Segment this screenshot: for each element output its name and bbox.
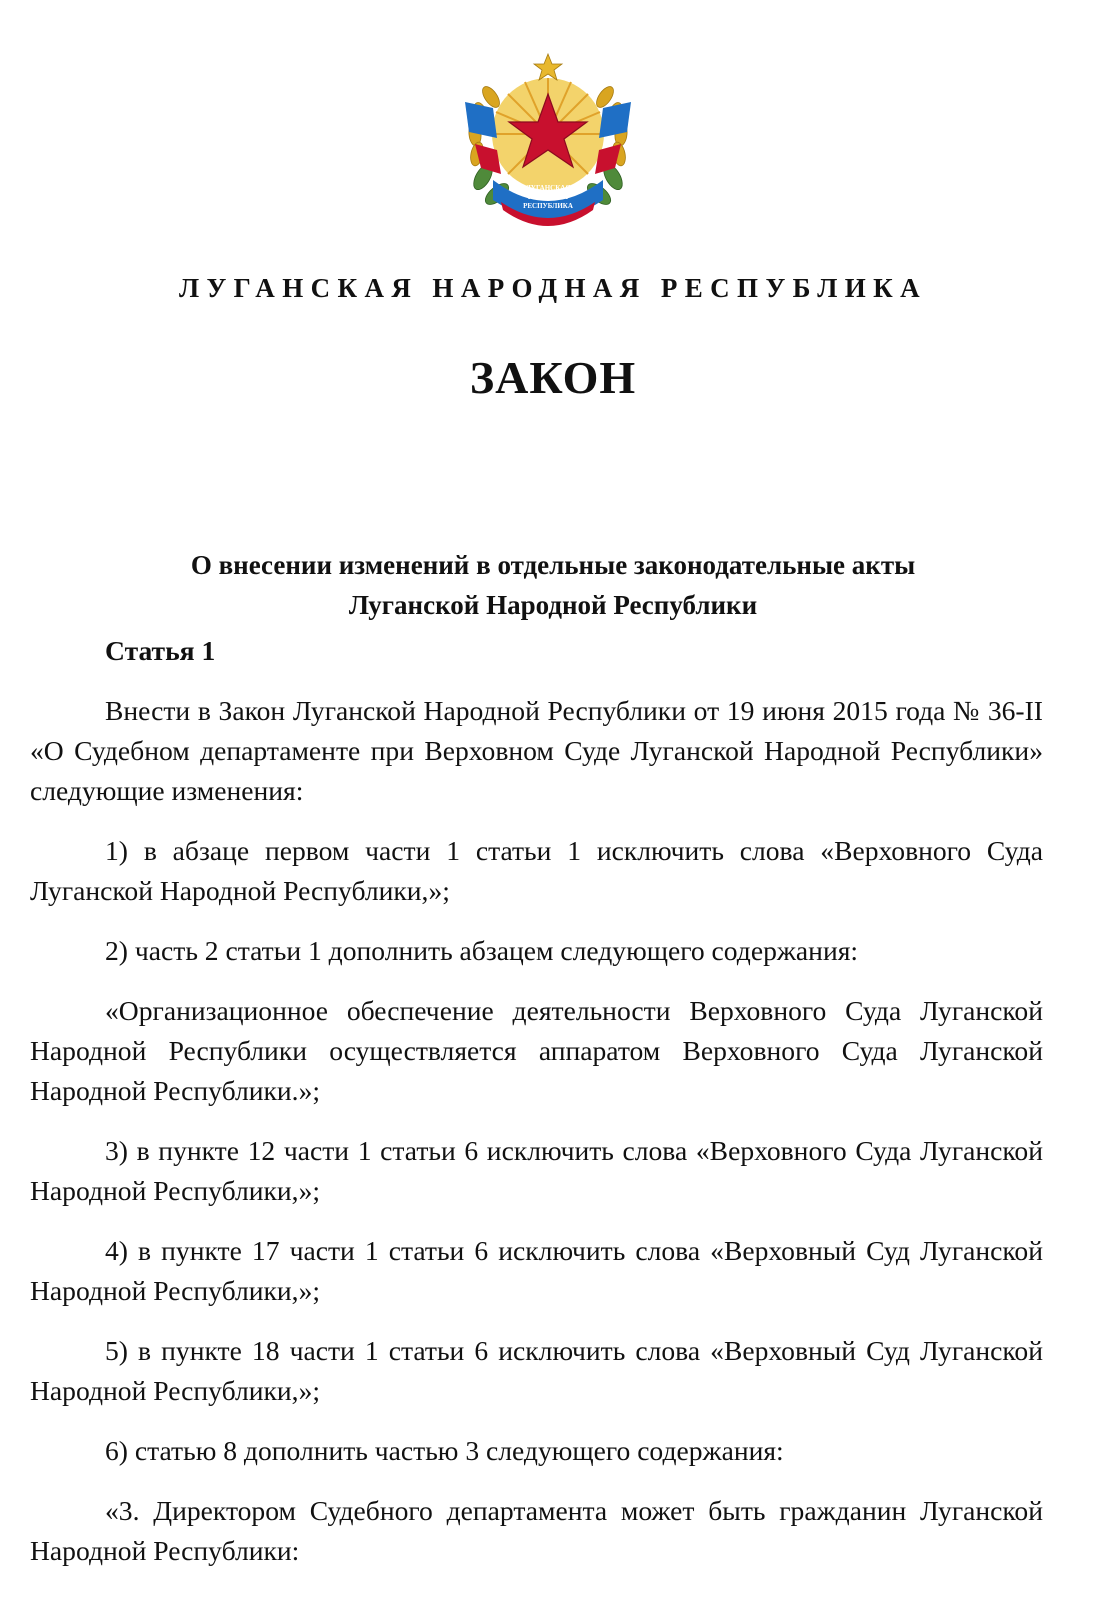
- document-type: ЗАКОН: [469, 352, 637, 403]
- document-title-line-2: Луганской Народной Республики: [348, 590, 758, 620]
- list-item: 4) в пункте 17 части 1 статьи 6 исключить слова «Верховный Суд Луганской Народной Республики,»;: [30, 1235, 1043, 1306]
- document-title-line-1: О внесении изменений в отдельные законодательные акты: [190, 550, 916, 580]
- article-intro: Внести в Закон Луганской Народной Республики от 19 июня 2015 года № 36-II «О Судебном департаменте при Верховном Суде Луганской Народной Республики» следующие изменения:: [30, 695, 1043, 806]
- emblem-text-1: ЛУГАНСКАЯ: [525, 184, 571, 192]
- document-body: [30, 631, 1043, 1591]
- list-item: 2) часть 2 статьи 1 дополнить абзацем следующего содержания:: [105, 935, 859, 966]
- list-item: 6) статью 8 дополнить частью 3 следующего содержания:: [105, 1435, 784, 1466]
- republic-name: ЛУГАНСКАЯ НАРОДНАЯ РЕСПУБЛИКА: [178, 273, 928, 303]
- coat-of-arms-icon: [453, 52, 643, 232]
- emblem-text-2: НАРОДНАЯ: [527, 193, 569, 201]
- document-title: [0, 545, 1106, 625]
- list-item: «3. Директором Судебного департамента может быть гражданин Луганской Народной Республики:: [30, 1495, 1043, 1566]
- list-item: 1) в абзаце первом части 1 статьи 1 исключить слова «Верховного Суда Луганской Народной Республики,»;: [30, 835, 1043, 906]
- list-item: 3) в пункте 12 части 1 статьи 6 исключить слова «Верховного Суда Луганской Народной Республики,»;: [30, 1135, 1043, 1206]
- list-item: 5) в пункте 18 части 1 статьи 6 исключить слова «Верховный Суд Луганской Народной Республики,»;: [30, 1335, 1043, 1406]
- emblem-text-3: РЕСПУБЛИКА: [523, 202, 573, 210]
- article-heading: Статья 1: [105, 635, 216, 666]
- list-item: «Организационное обеспечение деятельности Верховного Суда Луганской Народной Республики осуществляется аппаратом Верховного Суда Луганской Народной Республики.»;: [30, 995, 1043, 1106]
